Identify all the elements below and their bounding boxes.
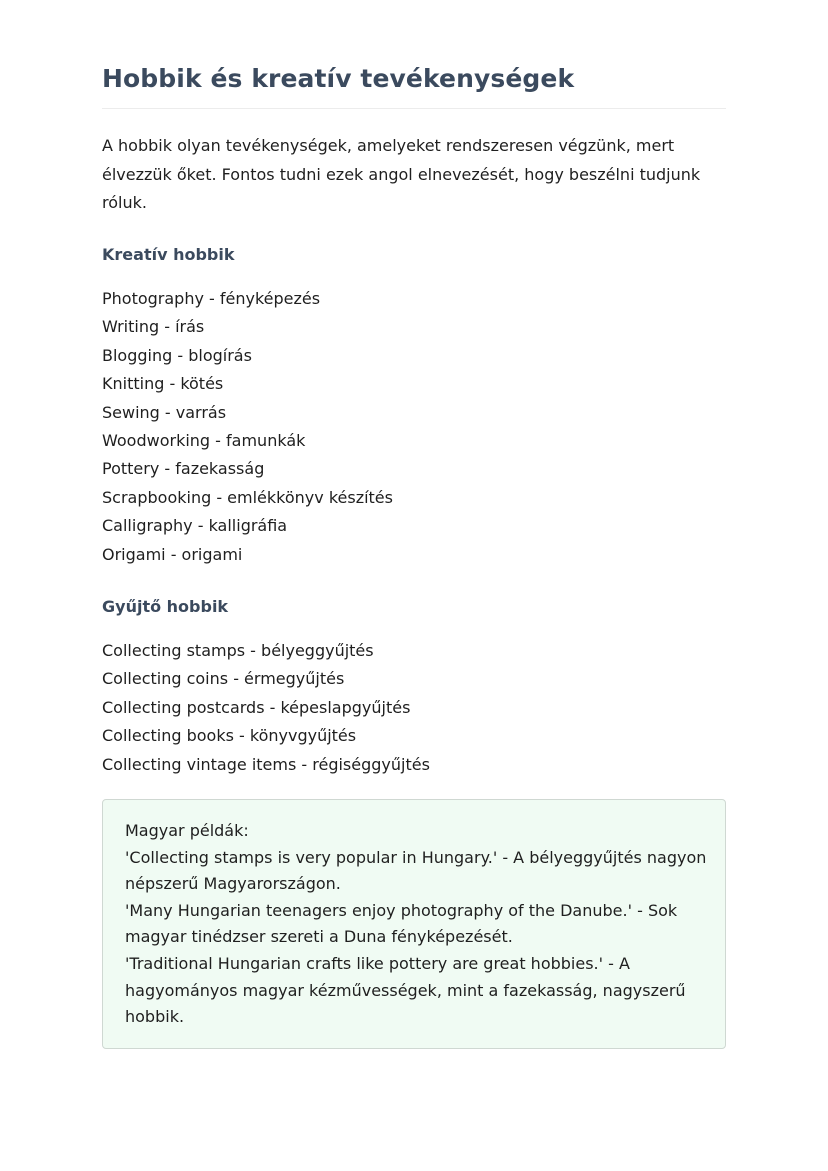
list-item: Knitting - kötés [102, 374, 224, 394]
list-item: Photography - fényképezés [102, 289, 321, 308]
list-item: Calligraphy - kalligráfia [102, 516, 288, 536]
intro-paragraph: A hobbik olyan tevékenységek, amelyeket rendszeresen végzünk, mert élvezzük őket. Fontos tudni ezek angol elnevezését, hogy beszélni tudjunk róluk. [102, 136, 701, 212]
collecting-hobbies-list [102, 637, 430, 779]
examples-heading: Magyar példák: [125, 821, 249, 840]
title-divider [102, 108, 726, 109]
example-line: 'Traditional Hungarian crafts like pottery are great hobbies.' - A hagyományos magyar kézművességek, mint a fazekasság, nagyszerű hobbik. [125, 953, 686, 1027]
examples-box [102, 799, 726, 1049]
list-item: Scrapbooking - emlékkönyv készítés [102, 487, 393, 507]
example-line: 'Many Hungarian teenagers enjoy photography of the Danube.' - Sok magyar tinédzser szereti a Duna fényképezését. [125, 900, 678, 947]
list-item: Collecting coins - érmegyűjtés [102, 669, 345, 689]
list-item: Blogging - blogírás [102, 345, 252, 365]
list-item: Collecting postcards - képeslapgyűjtés [102, 697, 411, 717]
list-item: Writing - írás [102, 317, 205, 337]
page-title: Hobbik és kreatív tevékenységek [102, 64, 575, 93]
creative-hobbies-list [102, 285, 393, 569]
section-heading-collecting: Gyűjtő hobbik [102, 597, 229, 616]
section-heading-creative: Kreatív hobbik [102, 245, 235, 264]
list-item: Collecting stamps - bélyeggyűjtés [102, 641, 374, 660]
list-item: Pottery - fazekasság [102, 459, 265, 479]
list-item: Collecting books - könyvgyűjtés [102, 726, 357, 746]
list-item: Woodworking - famunkák [102, 431, 306, 451]
example-line: 'Collecting stamps is very popular in Hungary.' - A bélyeggyűjtés nagyon népszerű Magyarországon. [125, 847, 707, 894]
list-item: Collecting vintage items - régiséggyűjtés [102, 754, 430, 774]
list-item: Sewing - varrás [102, 402, 227, 422]
list-item: Origami - origami [102, 544, 243, 564]
